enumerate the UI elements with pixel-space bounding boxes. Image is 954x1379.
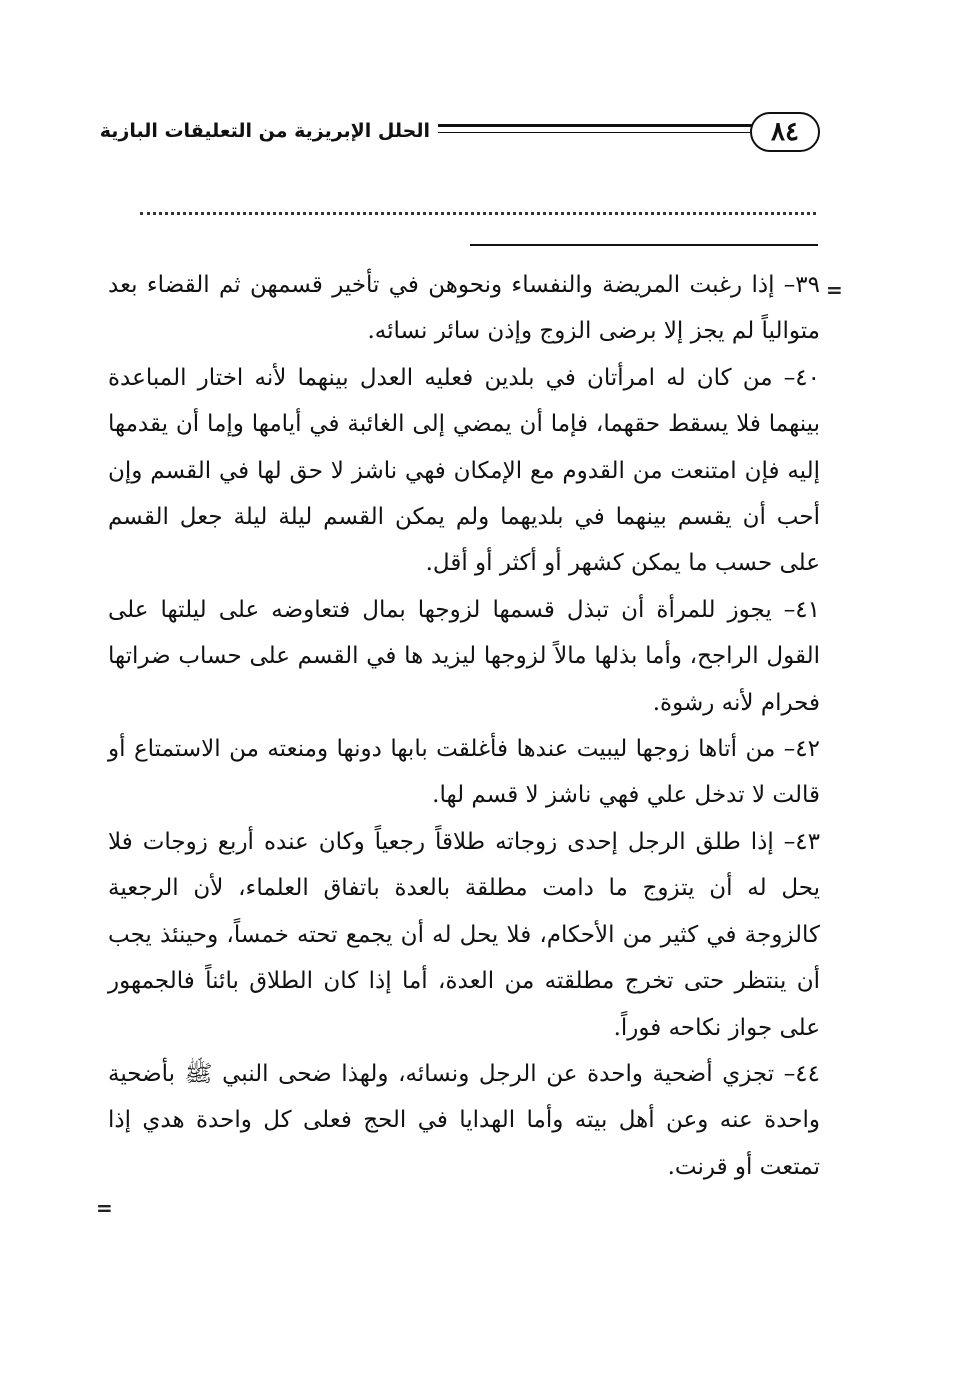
footnote-paragraph [108,1051,820,1190]
item-text: – من كان له امرأتان في بلدين فعليه العدل بينهما لأنه اختار المباعدة بينهما فلا يسقط حقهما، فإما أن يمضي إلى الغائبة في أيامها وإما أن يقدمها إليه فإن امتنعت من القدوم مع الإمكان فهي ناشز لا حق لها في القسم وإن أحب أن يقسم بينهما في بلديهما ولم يمكن القسم ليلة ليلة جعل القسم على حسب ما يمكن كشهر أو أكثر أو أقل. [108,364,820,577]
footnote-paragraph [108,262,820,355]
page-number-badge: ٨٤ [750,112,820,152]
page-header [99,112,820,156]
item-text: – تجزي أضحية واحدة عن الرجل ونسائه، ولهذا ضحى النبي ﷺ بأضحية واحدة عنه وعن أهل بيته وأما الهدايا في الحج فعلى كل واحدة هدي إذا تمتعت أو قرنت. [108,1060,820,1180]
item-number: ٣٩ [795,272,820,298]
footnote-paragraph [108,726,820,819]
item-text: – يجوز للمرأة أن تبذل قسمها لزوجها بمال فتعاوضه على ليلتها على القول الراجح، وأما بذلها مالاً لزوجها ليزيد ها في القسم على حساب ضراتها فحرام لأنه رشوة. [108,596,820,716]
footnote-content [108,262,820,1190]
footnote-paragraph [108,819,820,1051]
continuation-mark-top: = [826,278,843,302]
item-number: ٤١ [795,596,820,623]
item-number: ٤٢ [795,736,820,763]
item-text: – من أتاها زوجها ليبيت عندها فأغلقت بابها دونها ومنعته من الاستمتاع أو قالت لا تدخل علي فهي ناشز لا قسم لها. [108,736,820,809]
header-double-rule [438,124,752,138]
item-text: – إذا رغبت المريضة والنفساء ونحوهن في تأخير قسمهن ثم القضاء بعد متوالياً لم يجز إلا برضى الزوج وإذن سائر نسائه. [108,272,820,345]
footnote-paragraph [108,587,820,726]
book-title: الحلل الإبريزية من التعليقات البازية [99,120,430,142]
footnote-paragraph [108,355,820,587]
item-text: – إذا طلق الرجل إحدى زوجاته طلاقاً رجعياً وكان عنده أربع زوجات فلا يحل له أن يتزوج ما دامت مطلقة بالعدة باتفاق العلماء، لأن الرجعية كالزوجة في كثير من الأحكام، فلا يحل له أن يجمع تحته خمساً، وحينئذ يجب أن ينتظر حتى تخرج مطلقته من العدة، أما إذا كان الطلاق بائناً فالجمهور على جواز نكاحه فوراً. [108,828,820,1041]
item-number: ٤٠ [795,364,820,391]
footnote-rule [470,244,818,246]
item-number: ٤٣ [795,828,820,855]
continuation-mark-bottom: = [96,1196,113,1220]
dotted-separator [140,212,816,215]
item-number: ٤٤ [795,1060,820,1087]
